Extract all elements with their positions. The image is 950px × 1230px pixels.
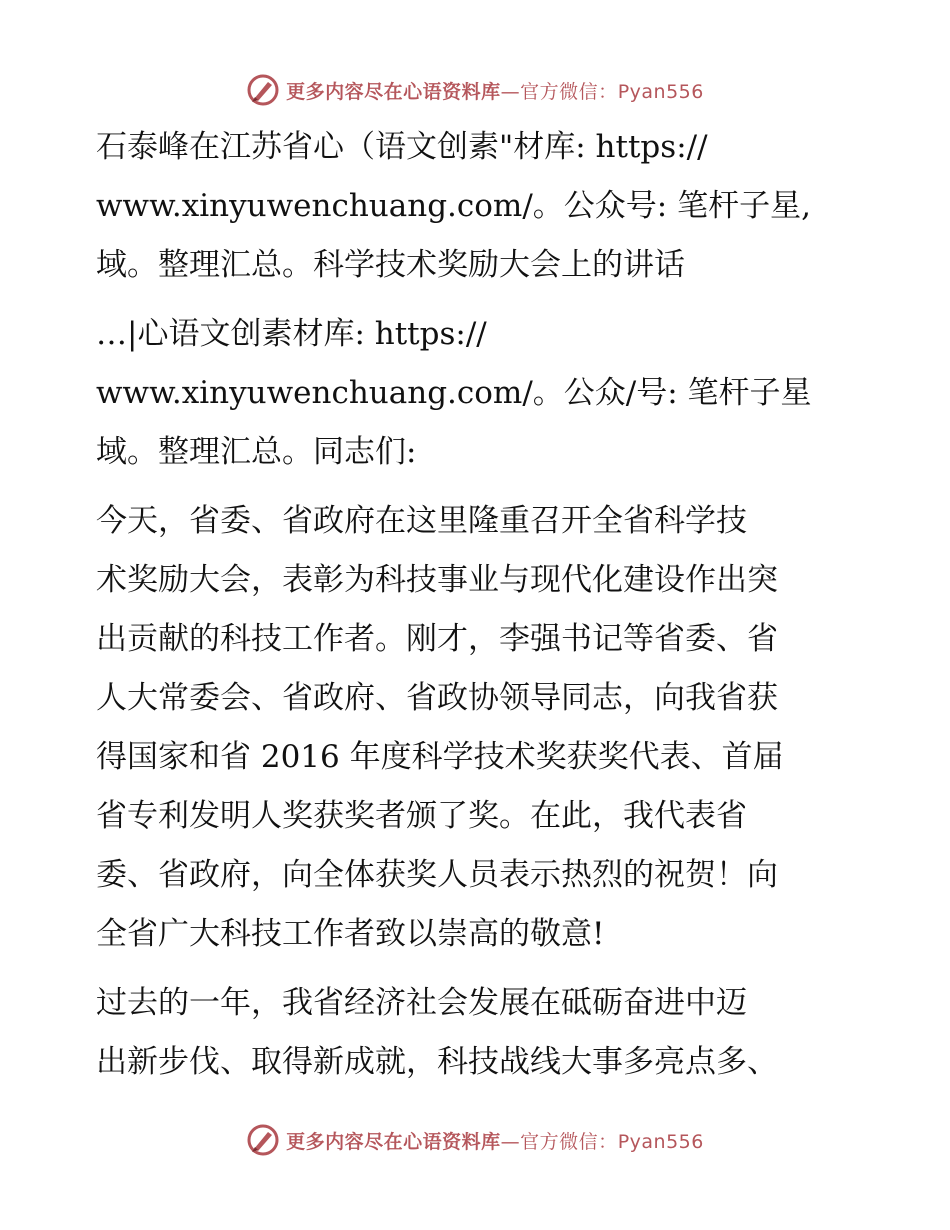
header-banner-text [286, 77, 704, 104]
footer-banner-official: 官方微信： [520, 1130, 618, 1153]
paragraph-line: 得国家和省 2016 年度科学技术奖获奖代表、首届 [96, 739, 784, 775]
footer-banner-id: Pyan556 [617, 1130, 704, 1153]
header-banner-id: Pyan556 [617, 80, 704, 103]
pen-nib-circle-icon [246, 73, 280, 107]
paragraph-line: 石泰峰在江苏省心（语文创素"材库: https:// [96, 129, 708, 165]
paragraph-line: 委、省政府，向全体获奖人员表示热烈的祝贺！向 [96, 857, 778, 893]
footer-banner-sep: — [500, 1130, 521, 1153]
paragraph-line: 出贡献的科技工作者。刚才，李强书记等省委、省 [96, 621, 778, 657]
paragraph-line: 今天，省委、省政府在这里隆重召开全省科学技 [96, 503, 747, 539]
paragraph-line: 全省广大科技工作者致以崇高的敬意! [96, 916, 605, 952]
paragraph-2 [96, 305, 856, 482]
paragraph-3 [96, 492, 856, 964]
paragraph-line: …|心语文创素材库: https:// [96, 316, 487, 352]
paragraph-line: 域。整理汇总。科学技术奖励大会上的讲话 [96, 247, 685, 283]
paragraph-line: 术奖励大会，表彰为科技事业与现代化建设作出突 [96, 562, 778, 598]
paragraph-line: 出新步伐、取得新成就，科技战线大事多亮点多、 [96, 1044, 778, 1080]
paragraph-line: www.xinyuwenchuang.com/。公众号: 笔杆子星, [96, 188, 811, 224]
document-body [96, 118, 856, 1102]
header-banner [0, 70, 950, 110]
header-banner-main: 更多内容尽在心语资料库 [286, 80, 501, 103]
header-banner-sep: — [500, 80, 521, 103]
paragraph-line: 省专利发明人奖获奖者颁了奖。在此，我代表省 [96, 798, 747, 834]
footer-banner-main: 更多内容尽在心语资料库 [286, 1130, 501, 1153]
paragraph-line: 过去的一年，我省经济社会发展在砥砺奋进中迈 [96, 985, 747, 1021]
footer-banner [0, 1120, 950, 1160]
pen-nib-circle-icon [246, 1123, 280, 1157]
paragraph-1 [96, 118, 856, 295]
header-banner-official: 官方微信： [520, 80, 618, 103]
paragraph-line: 域。整理汇总。同志们: [96, 434, 417, 470]
paragraph-line: www.xinyuwenchuang.com/。公众/号: 笔杆子星 [96, 375, 812, 411]
paragraph-4 [96, 974, 856, 1092]
paragraph-line: 人大常委会、省政府、省政协领导同志，向我省获 [96, 680, 778, 716]
footer-banner-text [286, 1127, 704, 1154]
